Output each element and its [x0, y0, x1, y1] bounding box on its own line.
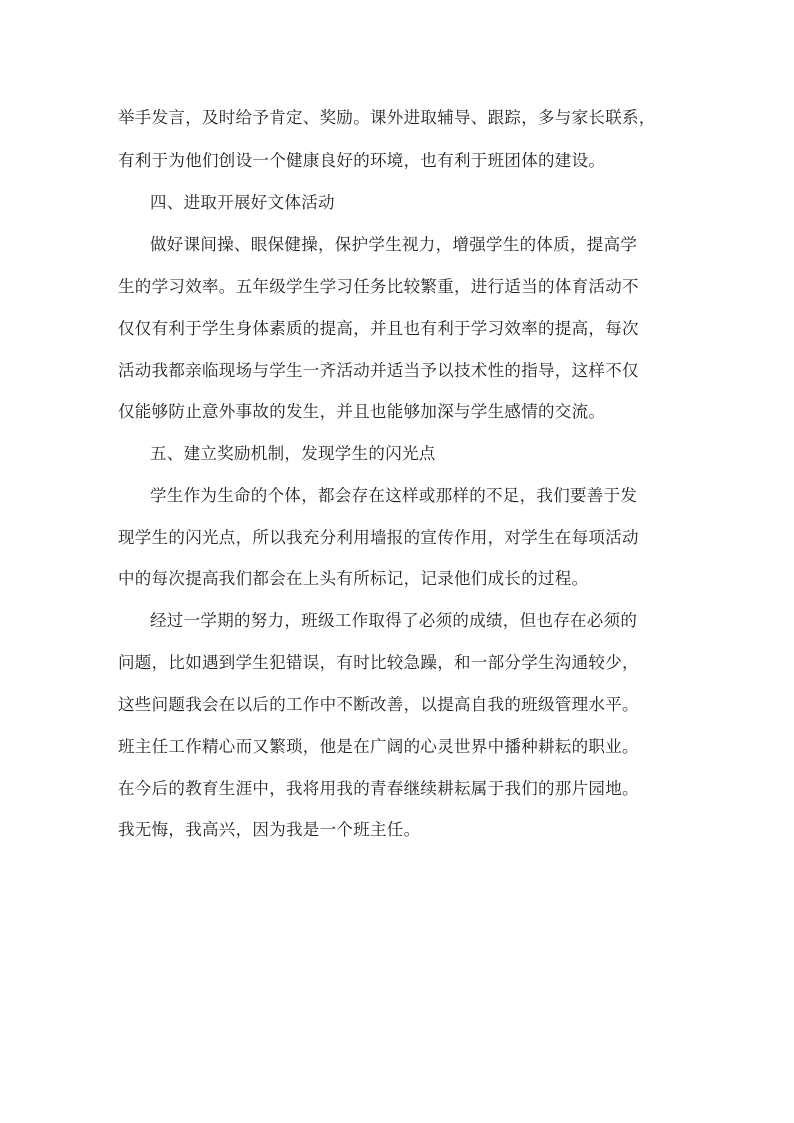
paragraph-line: 生的学习效率。五年级学生学习任务比较繁重，进行适当的体育活动不 — [118, 277, 639, 296]
paragraph-line: 学生作为生命的个体，都会存在这样或那样的不足，我们要善于发 — [150, 486, 638, 505]
paragraph-line: 在今后的教育生涯中，我将用我的青春继续耕耘属于我们的那片园地。 — [118, 779, 639, 798]
paragraph-line: 中的每次提高我们都会在上头有所标记，记录他们成长的过程。 — [118, 569, 589, 588]
paragraph-line: 问题，比如遇到学生犯错误，有时比较急躁，和一部分学生沟通较少， — [118, 653, 639, 672]
section-heading: 四、进取开展好文体活动 — [150, 193, 335, 212]
paragraph-line: 有利于为他们创设一个健康良好的环境，也有利于班团体的建设。 — [118, 151, 606, 170]
paragraph-line: 活动我都亲临现场与学生一齐活动并适当予以技术性的指导，这样不仅 — [118, 361, 639, 380]
paragraph-line: 仅仅有利于学生身体素质的提高，并且也有利于学习效率的提高，每次 — [118, 319, 639, 338]
section-heading: 五、建立奖励机制，发现学生的闪光点 — [150, 444, 436, 463]
paragraph-line: 现学生的闪光点，所以我充分利用墙报的宣传作用，对学生在每项活动 — [118, 528, 639, 547]
paragraph-line: 经过一学期的努力，班级工作取得了必须的成绩，但也存在必须的 — [150, 611, 638, 630]
paragraph-line: 班主任工作精心而又繁琐，他是在广阔的心灵世界中播种耕耘的职业。 — [118, 737, 639, 756]
paragraph-line: 我无悔，我高兴，因为我是一个班主任。 — [118, 820, 421, 839]
paragraph-line: 仅能够防止意外事故的发生，并且也能够加深与学生感情的交流。 — [118, 402, 606, 421]
paragraph-line: 举手发言，及时给予肯定、奖励。课外进取辅导、跟踪，多与家长联系， — [118, 108, 656, 127]
paragraph-line: 做好课间操、眼保健操，保护学生视力，增强学生的体质，提高学 — [150, 235, 638, 254]
paragraph-line: 这些问题我会在以后的工作中不断改善，以提高自我的班级管理水平。 — [118, 695, 639, 714]
